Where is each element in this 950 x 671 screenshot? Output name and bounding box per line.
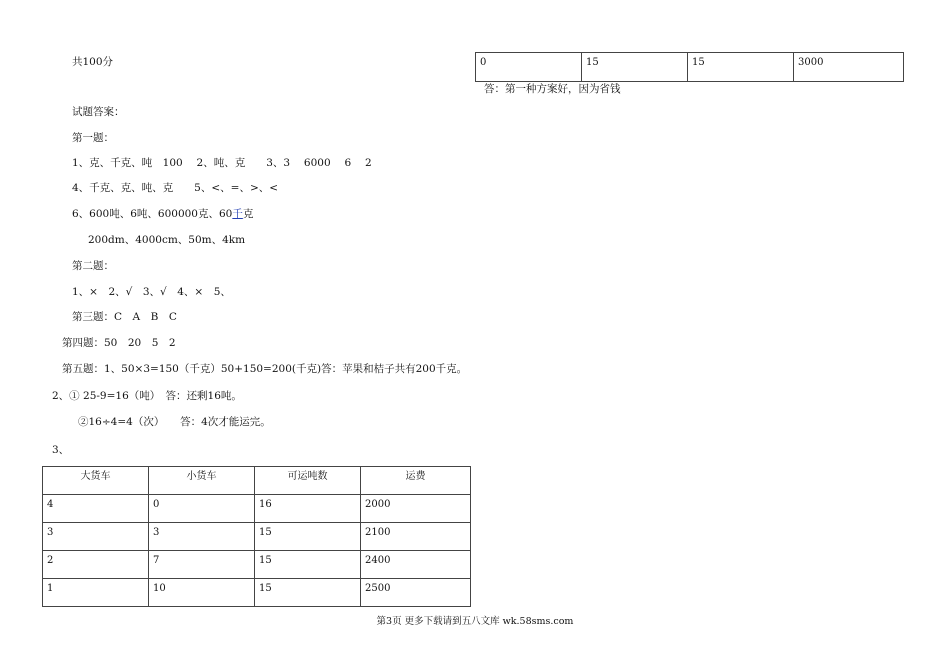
table-cell: 15 bbox=[255, 523, 361, 551]
table-row bbox=[43, 523, 471, 551]
truck-plan-table bbox=[42, 466, 471, 607]
table-cell: 10 bbox=[149, 579, 255, 607]
q1-line-3-text: 6、600吨、6吨、600000克、60 bbox=[72, 208, 233, 220]
table-row bbox=[43, 579, 471, 607]
table-cell: 15 bbox=[688, 53, 794, 82]
table-cell: 16 bbox=[255, 495, 361, 523]
table-cell: 15 bbox=[255, 551, 361, 579]
q1-line-2: 4、千克、克、吨、克 5、<、=、>、< bbox=[72, 182, 279, 194]
table-row bbox=[476, 53, 904, 82]
q4-answers: 第四题：50 20 5 2 bbox=[62, 337, 176, 349]
table-row bbox=[43, 495, 471, 523]
header-small-truck: 小货车 bbox=[149, 467, 255, 495]
q3-answers: 第三题：C A B C bbox=[72, 311, 177, 323]
table-cell: 3 bbox=[43, 523, 149, 551]
table-cell: 4 bbox=[43, 495, 149, 523]
table-cell: 2500 bbox=[361, 579, 471, 607]
header-tonnage: 可运吨数 bbox=[255, 467, 361, 495]
q5-answer-1: 第五题：1、50×3=150（千克）50+150=200(千克)答：苹果和桔子共有200千克。 bbox=[62, 363, 468, 375]
table-cell: 0 bbox=[149, 495, 255, 523]
q1-line-3-link[interactable]: 千 bbox=[232, 208, 243, 220]
q1-line-3 bbox=[72, 207, 253, 221]
header-freight: 运费 bbox=[361, 467, 471, 495]
table-cell: 2000 bbox=[361, 495, 471, 523]
answers-title: 试题答案： bbox=[72, 106, 125, 118]
table-header-row bbox=[43, 467, 471, 495]
table-cell: 3000 bbox=[794, 53, 904, 82]
truck-plan-table-continued bbox=[475, 52, 904, 82]
table-cell: 15 bbox=[255, 579, 361, 607]
q1-line-3-suffix: 克 bbox=[242, 208, 254, 220]
q2-title: 第二题： bbox=[72, 260, 114, 272]
table-cell: 3 bbox=[149, 523, 255, 551]
q5-answer-2b: ②16÷4=4（次） 答：4次才能运完。 bbox=[78, 416, 271, 428]
q5-answer-2: 2、① 25-9=16（吨） 答：还剩16吨。 bbox=[52, 390, 242, 402]
page-footer: 第3页 更多下载请到五八文库 wk.58sms.com bbox=[376, 616, 574, 627]
table-cell: 7 bbox=[149, 551, 255, 579]
q1-title: 第一题： bbox=[72, 132, 114, 144]
table-cell: 2100 bbox=[361, 523, 471, 551]
q1-line-4: 200dm、4000cm、50m、4km bbox=[88, 234, 246, 246]
table-row bbox=[43, 551, 471, 579]
table-cell: 1 bbox=[43, 579, 149, 607]
q2-answers: 1、× 2、√ 3、√ 4、× 5、 bbox=[72, 286, 231, 298]
table-cell: 2400 bbox=[361, 551, 471, 579]
header-big-truck: 大货车 bbox=[43, 467, 149, 495]
table-cell: 15 bbox=[582, 53, 688, 82]
q5-answer-3-label: 3、 bbox=[52, 444, 70, 456]
table-cell: 0 bbox=[476, 53, 582, 82]
final-answer: 答：第一种方案好，因为省钱 bbox=[484, 83, 621, 95]
total-score: 共100分 bbox=[72, 56, 114, 68]
q1-line-1: 1、克、千克、吨 100 2、吨、克 3、3 6000 6 2 bbox=[72, 157, 372, 169]
table-cell: 2 bbox=[43, 551, 149, 579]
